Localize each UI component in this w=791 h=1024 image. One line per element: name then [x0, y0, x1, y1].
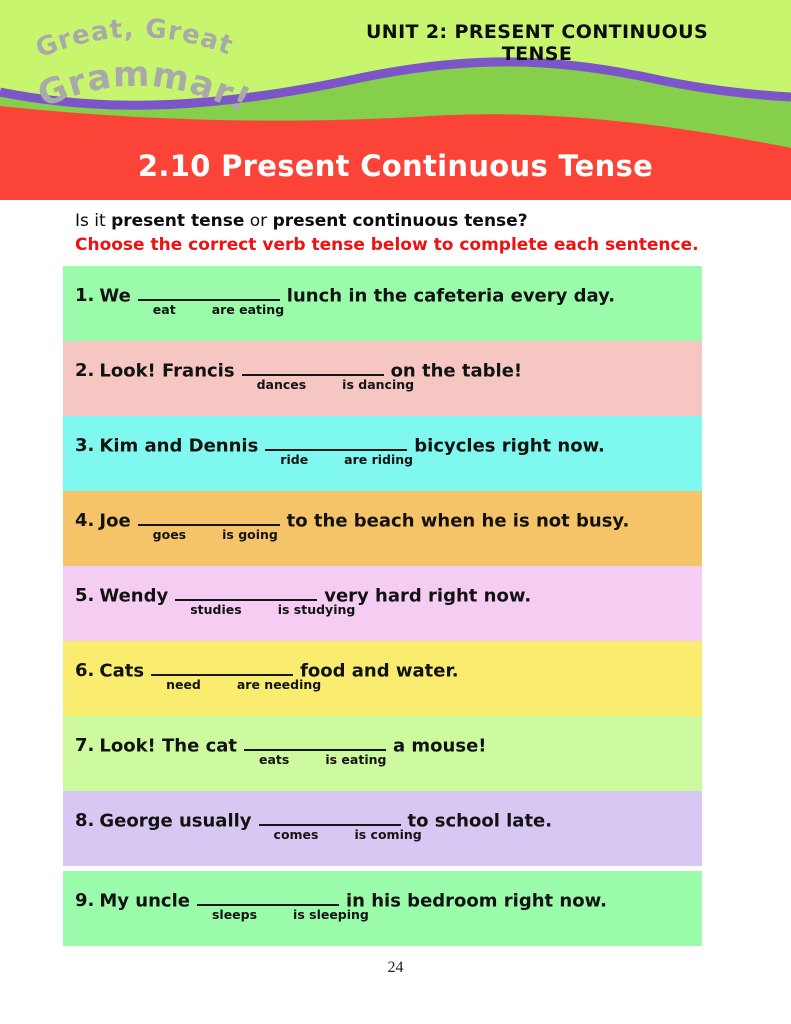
page-footer: [0, 959, 791, 977]
exercise-row: [63, 791, 702, 866]
lesson-title: 2.10 Present Continuous Tense: [137, 149, 654, 183]
answer-options: [257, 377, 415, 393]
exercise-row: [63, 716, 702, 791]
option-present-continuous: are needing: [236, 677, 322, 693]
answer-options: [166, 677, 321, 693]
exercise-list: [63, 266, 702, 946]
exercise-row: [63, 641, 702, 716]
option-simple-present: eat: [152, 302, 176, 318]
instruction-part-bold: present tense: [111, 211, 245, 231]
unit-title: UNIT 2: PRESENT CONTINUOUS TENSE: [365, 21, 709, 65]
option-present-continuous: is eating: [325, 752, 387, 768]
answer-blank: [259, 809, 422, 843]
exercise-number: 5.: [75, 585, 95, 607]
option-present-continuous: is going: [222, 527, 278, 543]
sentence-after-blank: to school late.: [407, 810, 553, 832]
instruction-line-1: [75, 211, 791, 232]
exercise-sentence: [75, 809, 702, 843]
instruction-part: or: [244, 211, 273, 231]
option-simple-present: sleeps: [211, 907, 258, 923]
sentence-after-blank: bicycles right now.: [414, 435, 605, 457]
answer-options: [259, 752, 386, 768]
sentence-after-blank: on the table!: [390, 360, 523, 382]
answer-options: [153, 302, 284, 318]
option-present-continuous: is sleeping: [293, 907, 369, 923]
sentence-before-blank: Cats: [99, 660, 145, 682]
answer-options: [280, 452, 413, 468]
exercise-number: 1.: [75, 285, 95, 307]
exercise-row: [63, 266, 702, 341]
option-simple-present: eats: [259, 752, 290, 768]
exercise-row: [63, 566, 702, 641]
sentence-before-blank: We: [99, 285, 131, 307]
option-simple-present: comes: [273, 827, 319, 843]
exercise-sentence: [75, 284, 702, 318]
exercise-number: 3.: [75, 435, 95, 457]
exercise-row: [63, 416, 702, 491]
answer-blank: [242, 359, 415, 393]
option-present-continuous: is studying: [277, 602, 356, 618]
answer-blank: [175, 584, 356, 618]
sentence-before-blank: Look! Francis: [99, 360, 235, 382]
exercise-number: 6.: [75, 660, 95, 682]
brand-logo: [18, 2, 274, 124]
answer-blank: [138, 284, 285, 318]
exercise-sentence: [75, 889, 702, 923]
option-simple-present: dances: [256, 377, 307, 393]
logo-line-1: Great, Great: [31, 13, 238, 65]
logo-line-2: Grammar!: [32, 54, 257, 122]
exercise-number: 4.: [75, 510, 95, 532]
sentence-after-blank: in his bedroom right now.: [345, 890, 607, 912]
exercise-number: 7.: [75, 735, 95, 757]
exercise-sentence: [75, 584, 702, 618]
answer-options: [190, 602, 355, 618]
exercise-sentence: [75, 434, 702, 468]
sentence-after-blank: food and water.: [300, 660, 459, 682]
option-present-continuous: are riding: [344, 452, 414, 468]
exercise-sentence: [75, 359, 702, 393]
instruction-part: Is it: [75, 211, 112, 231]
option-simple-present: ride: [280, 452, 309, 468]
sentence-after-blank: to the beach when he is not busy.: [286, 510, 630, 532]
answer-blank: [197, 889, 369, 923]
exercise-row: [63, 341, 702, 416]
option-present-continuous: is dancing: [342, 377, 415, 393]
exercise-number: 9.: [75, 890, 95, 912]
sentence-before-blank: George usually: [99, 810, 252, 832]
page-number: 24: [387, 958, 404, 976]
option-present-continuous: is coming: [354, 827, 422, 843]
sentence-after-blank: very hard right now.: [324, 585, 532, 607]
option-simple-present: goes: [152, 527, 187, 543]
sentence-before-blank: My uncle: [99, 890, 190, 912]
option-simple-present: need: [166, 677, 201, 693]
exercise-row: [63, 871, 702, 946]
exercise-sentence: [75, 659, 702, 693]
answer-options: [153, 527, 278, 543]
page-header: [0, 0, 791, 200]
exercise-sentence: [75, 734, 702, 768]
sentence-before-blank: Joe: [99, 510, 131, 532]
exercise-sentence: [75, 509, 702, 543]
instruction-line-2: Choose the correct verb tense below to complete each sentence.: [75, 235, 699, 256]
sentence-after-blank: lunch in the cafeteria every day.: [286, 285, 616, 307]
instruction-part-bold: present continuous tense?: [272, 211, 528, 231]
sentence-before-blank: Look! The cat: [99, 735, 238, 757]
exercise-number: 8.: [75, 810, 95, 832]
answer-blank: [151, 659, 322, 693]
exercise-number: 2.: [75, 360, 95, 382]
option-simple-present: studies: [190, 602, 242, 618]
exercise-row: [63, 491, 702, 566]
sentence-before-blank: Wendy: [99, 585, 169, 607]
answer-blank: [265, 434, 414, 468]
instructions-block: [75, 211, 791, 257]
sentence-after-blank: a mouse!: [393, 735, 487, 757]
option-present-continuous: are eating: [211, 302, 285, 318]
answer-options: [274, 827, 422, 843]
answer-options: [212, 907, 369, 923]
answer-blank: [244, 734, 387, 768]
sentence-before-blank: Kim and Dennis: [99, 435, 259, 457]
answer-blank: [138, 509, 280, 543]
